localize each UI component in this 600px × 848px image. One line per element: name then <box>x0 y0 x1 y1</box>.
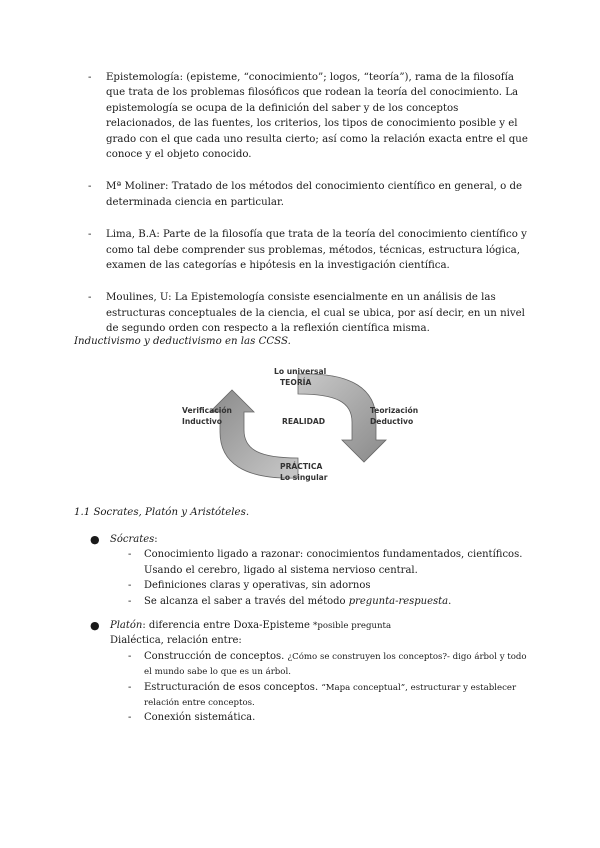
list-dash: - <box>88 292 92 304</box>
definition-text: Mª Moliner: Tratado de los métodos del conocimiento científico en general, o de determinada ciencia en particular. <box>106 181 523 208</box>
definition-text: Moulines, U: La Epistemología consiste esencialmente en un análisis de las estructuras conceptuales de la ciencia, el cual se ubica, por así decir, en un nivel de segundo orden con respecto a la reflexión científica misma. <box>106 292 525 335</box>
bullet: ● <box>90 619 100 632</box>
list-item-text: Se alcanza el saber a través del método <box>144 595 349 607</box>
list-item <box>90 710 530 725</box>
list-item-text: Conexión sistemática. <box>144 712 256 724</box>
cycle-diagram <box>178 364 418 488</box>
list-dash: - <box>88 229 92 241</box>
list-item-text: Construcción de conceptos. <box>144 650 288 662</box>
definition-text: Lima, B.A: Parte de la filosofía que trata de la teoría del conocimiento científico y como tal debe comprender sus problemas, métodos, técnicas, estructura lógica, examen de las categorías e hipótesis en la investigación científica. <box>106 229 527 272</box>
bullet: ● <box>90 533 100 546</box>
list-item-text: Definiciones claras y operativas, sin adornos <box>144 580 371 592</box>
definitions-list <box>88 70 528 354</box>
label-teoria: TEORÍA <box>280 378 312 387</box>
list-dash: - <box>128 549 132 561</box>
platon-name: Platón <box>110 620 143 631</box>
definition-item <box>88 227 528 273</box>
list-dash: - <box>128 681 132 693</box>
platon-description: : diferencia entre Doxa-Episteme <box>142 620 314 631</box>
definition-text: Epistemología: (episteme, “conocimiento”; logos, “teoría”), rama de la filosofía que trata de los problemas filosóficos que rodean la teoría del conocimiento. La epistemología se ocupa de la definición del saber y de los conceptos relacionados, de las fuentes, los criterios, los tipos de conocimiento posible y el grado con el que cada uno resulta cierto; así como la relación exacta entre el que conoce y el objeto conocido. <box>106 72 528 161</box>
definition-item <box>88 179 528 210</box>
dialectica-line: Dialéctica, relación entre: <box>110 635 242 647</box>
list-item <box>90 649 530 680</box>
socrates-list <box>90 547 530 609</box>
list-item <box>90 594 530 609</box>
platon-note: *posible pregunta <box>313 621 392 631</box>
list-dash: - <box>88 181 92 193</box>
platon-list <box>90 649 530 726</box>
label-deductivo: Deductivo <box>370 417 414 426</box>
definition-item <box>88 290 528 336</box>
label-inductivo: Inductivo <box>182 417 222 426</box>
list-item <box>90 680 530 711</box>
label-realidad: REALIDAD <box>282 417 326 426</box>
list-dash: - <box>128 650 132 662</box>
list-item <box>90 578 530 593</box>
label-lo-universal: Lo universal <box>274 367 327 376</box>
list-dash: - <box>128 580 132 592</box>
list-item-note: ¿Cómo se construyen los conceptos?- digo árbol y todo el mundo sabe lo que es un árbol. <box>144 651 527 678</box>
socrates-name: Sócrates <box>110 534 155 545</box>
label-teorizacion: Teorización <box>370 406 419 415</box>
definition-item <box>88 70 528 162</box>
list-item-text-end: . <box>448 595 452 607</box>
socrates-title-row <box>90 532 530 547</box>
list-item <box>90 547 530 578</box>
list-dash: - <box>88 72 92 83</box>
section-heading-inductivismo: Inductivismo y deductivismo en las CCSS. <box>74 336 291 347</box>
list-item-emphasis: pregunta-respuesta <box>348 595 449 607</box>
list-dash: - <box>128 595 132 607</box>
section-heading-socrates: 1.1 Socrates, Platón y Aristóteles. <box>74 507 250 518</box>
list-dash: - <box>128 712 132 724</box>
label-lo-singular: Lo singular <box>280 473 328 482</box>
socrates-block <box>90 532 530 609</box>
platon-block <box>90 618 530 726</box>
label-practica: PRÁCTICA <box>280 462 323 471</box>
list-item-text: Conocimiento ligado a razonar: conocimientos fundamentados, científicos. Usando el cerebro, ligado al sistema nervioso central. <box>144 549 523 576</box>
socrates-colon: : <box>154 534 158 545</box>
list-item-note: “Mapa conceptual”, estructurar y establecer relación entre conceptos. <box>144 682 517 709</box>
list-item-text: Estructuración de esos conceptos. <box>144 681 322 693</box>
label-verificacion: Verificación <box>182 406 232 415</box>
platon-title-row <box>90 618 530 633</box>
